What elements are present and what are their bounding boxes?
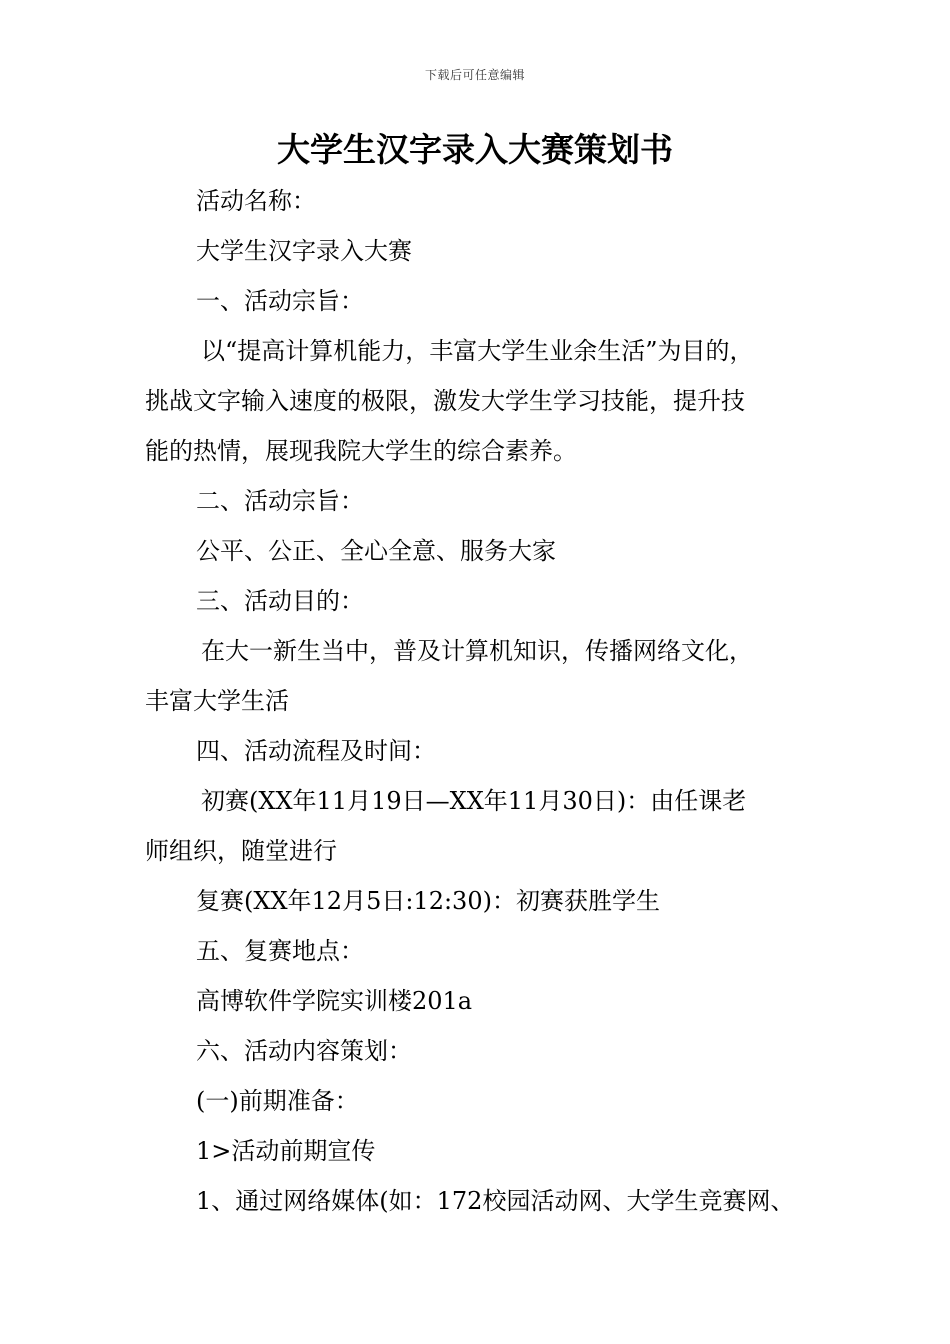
- paragraph-line: 挑战文字输入速度的极限，激发大学生学习技能，提升技: [145, 387, 745, 415]
- paragraph-line: 复赛(XX年12月5日:12:30)：初赛获胜学生: [196, 887, 660, 915]
- paragraph-line: 三、活动目的：: [196, 587, 364, 615]
- paragraph-line: 师组织，随堂进行: [145, 837, 337, 865]
- paragraph-line: 一、活动宗旨：: [196, 287, 364, 315]
- paragraph-line: 丰富大学生活: [145, 687, 289, 715]
- paragraph-line: 在大一新生当中，普及计算机知识，传播网络文化，: [201, 637, 753, 665]
- paragraph-line: 1>活动前期宣传: [196, 1137, 376, 1165]
- paragraph-line: 1、通过网络媒体(如：172校园活动网、大学生竞赛网、: [196, 1187, 795, 1215]
- paragraph-line: 初赛(XX年11月19日—XX年11月30日)：由任课老: [201, 787, 747, 815]
- paragraph-line: 五、复赛地点：: [196, 937, 364, 965]
- document-title: 大学生汉字录入大赛策划书: [277, 130, 673, 169]
- paragraph-line: 公平、公正、全心全意、服务大家: [196, 537, 556, 565]
- paragraph-line: 能的热情，展现我院大学生的综合素养。: [145, 437, 577, 465]
- paragraph-line: 四、活动流程及时间：: [196, 737, 436, 765]
- paragraph-line: 以“提高计算机能力，丰富大学生业余生活”为目的，: [201, 337, 754, 365]
- paragraph-line: 活动名称：: [196, 187, 316, 215]
- paragraph-line: (一)前期准备：: [196, 1087, 359, 1115]
- header-note: 下载后可任意编辑: [424, 68, 525, 82]
- document-body: [145, 176, 835, 1226]
- paragraph-line: 二、活动宗旨：: [196, 487, 364, 515]
- paragraph-line: 大学生汉字录入大赛: [196, 237, 412, 265]
- paragraph-line: 六、活动内容策划：: [196, 1037, 412, 1065]
- paragraph-line: 高博软件学院实训楼201a: [196, 987, 473, 1015]
